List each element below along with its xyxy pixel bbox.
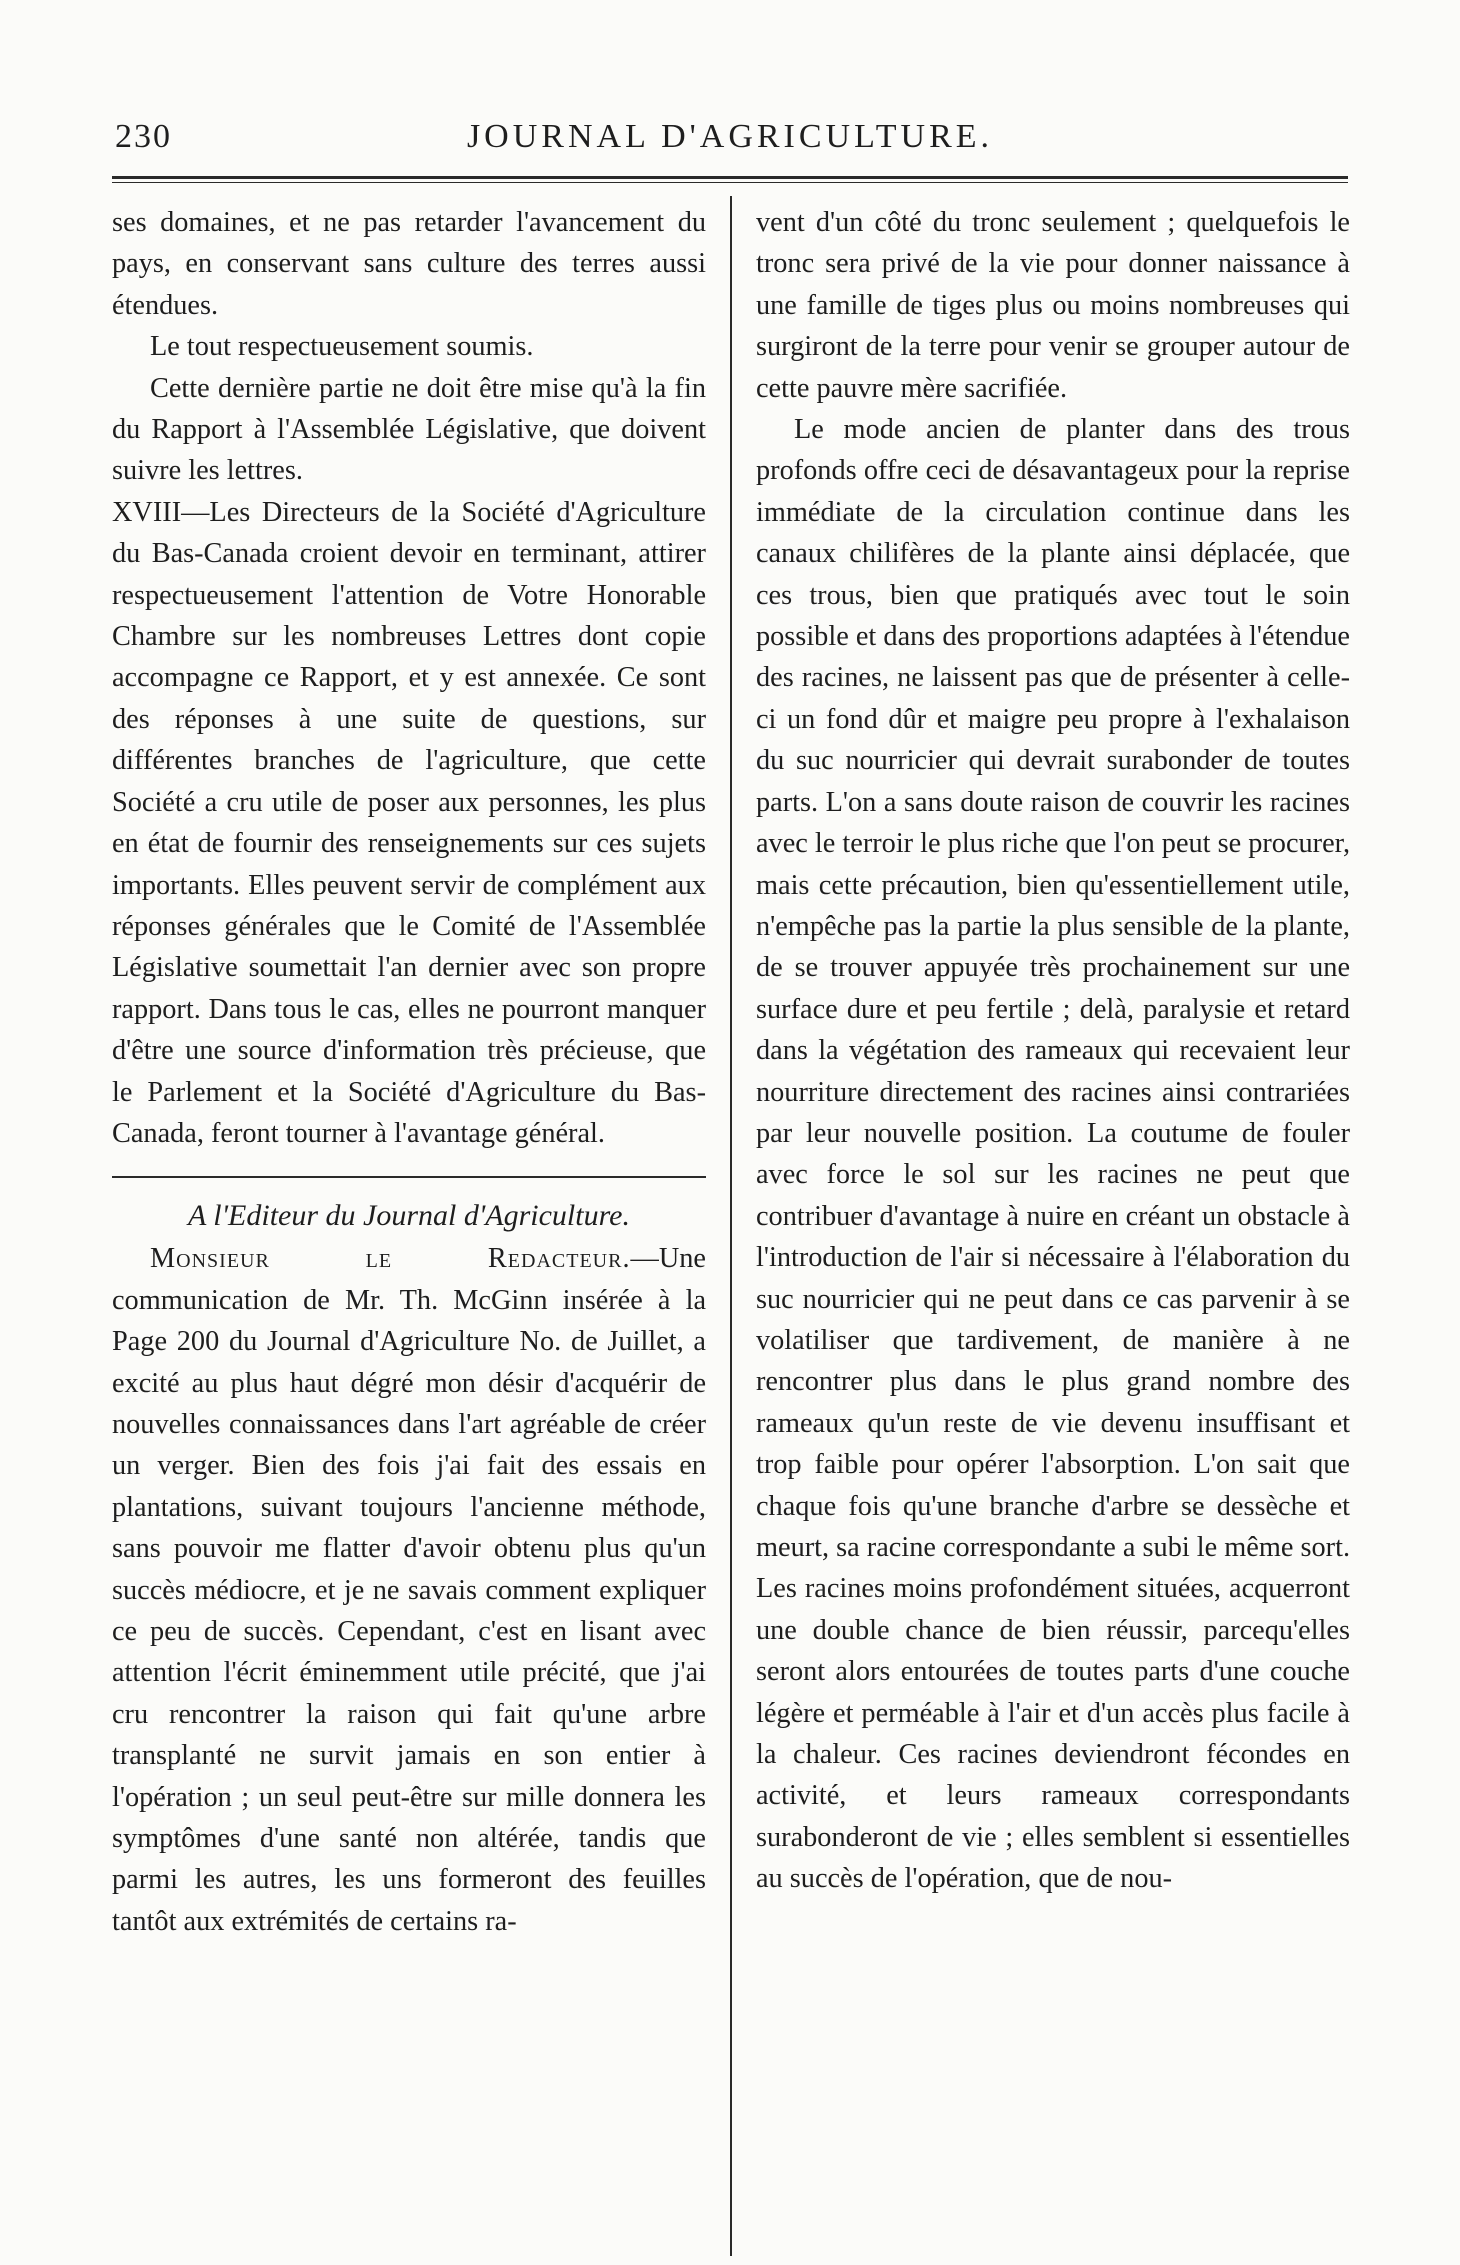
journal-title: JOURNAL D'AGRICULTURE. xyxy=(466,118,994,155)
paragraph: Cette dernière partie ne doit être mise qu'à la fin du Rapport à l'Assemblée Législative, que doivent suivre les lettres. xyxy=(112,372,706,487)
letter-text: —Une communication de Mr. Th. McGinn insérée à la Page 200 du Journal d'Agriculture No. de Juillet, a excité au plus haut dégré mon désir d'acquérir de nouvelles connaissances dans l'art agréable de créer un verger. Bien des fois j'ai fait des essais en plantations, suivant toujours l'ancienne méthode, sans pouvoir me flatter d'avoir obtenu plus qu'un succès médiocre, et je ne savais comment expliquer ce peu de succès. Cependant, c'est en lisant avec attention l'écrit éminemment utile précité, que j'ai cru rencontrer la raison qui fait qu'une arbre transplanté ne survit jamais en son entier à l'opération ; un seul peut-être sur mille donnera les symptômes d'une santé non altérée, tandis que parmi les autres, les uns formeront des feuilles tantôt aux extrémités de certains ra- xyxy=(112,1243,706,1937)
section-rule xyxy=(112,1176,706,1178)
paragraph: Le mode ancien de planter dans des trous profonds offre ceci de désavantageux pour la reprise immédiate de la circulation continue dans les canaux chilifères de la plante ainsi déplacée, que ces trous, bien que pratiqués avec tout le soin possible et dans des proportions adaptées à l'étendue des racines, ne laissent pas que de présenter à celle-ci un fond dûr et maigre peu propre à l'exhalaison du suc nourricier qui devrait surabonder de toutes parts. L'on a sans doute raison de couvrir les racines avec le terroir le plus riche que l'on peut se procurer, mais cette précaution, bien qu'essentiellement utile, n'empêche pas la partie la plus sensible de la plante, de se trouver appuyée très prochainement sur une surface dure et peu fertile ; delà, paralysie et retard dans la végétation des rameaux qui recevaient leur nourriture directement des racines ainsi contrariées par leur nouvelle position. La coutume de fouler avec force le sol sur les racines ne peut que contribuer d'avantage à nuire en créant un obstacle à l'introduction de l'air si nécessaire à l'élaboration du suc nourricier qui ne peut dans ce cas parvenir à se volatiliser que tardivement, de manière à ne rencontrer plus dans le plus grand nombre des rameaux qu'un reste de vie devenu insuffisant et trop faible pour opérer l'absorption. L'on sait que chaque fois qu'une branche d'arbre se dessèche et meurt, sa racine correspondante a subi le même sort. Les racines moins profondément situées, acquerront une double chance de bien réussir, parcequ'elles seront alors entourées de toutes parts d'une couche légère et perméable à l'air et d'un accès plus facile à la chaleur. Ces racines deviendront fécondes en activité, et leurs rameaux correspondants surabonderont de vie ; elles semblent si essentielles au succès de l'opération, que de nou- xyxy=(756,414,1351,1895)
page-number: 230 xyxy=(115,118,172,155)
right-column xyxy=(756,202,1350,1900)
left-column xyxy=(112,202,706,1942)
letter-heading: A l'Editeur du Journal d'Agriculture. xyxy=(188,1199,630,1233)
paragraph-continued: vent d'un côté du tronc seulement ; quelquefois le tronc sera privé de la vie pour donner naissance à une famille de tiges plus ou moins nombreuses qui surgiront de la terre pour venir se grouper autour de cette pauvre mère sacrifiée. xyxy=(756,207,1350,404)
header-rule xyxy=(112,176,1348,183)
closing-formula: Le tout respectueusement soumis. xyxy=(150,331,534,363)
paragraph-section-xviii: XVIII—Les Directeurs de la Société d'Agriculture du Bas-Canada croient devoir en terminant, attirer respectueusement l'attention de Votre Honorable Chambre sur les nombreuses Lettres dont copie accompagne ce Rapport, et y est annexée. Ce sont des réponses à une suite de questions, sur différentes branches de l'agriculture, que cette Société a cru utile de poser aux personnes, les plus en état de fournir des renseignements sur ces sujets importants. Elles peuvent servir de complément aux réponses générales que le Comité de l'Assemblée Législative soumettait l'an dernier avec son propre rapport. Dans tous le cas, elles ne pourront manquer d'être une source d'information très précieuse, que le Parlement et la Société d'Agriculture du Bas-Canada, feront tourner à l'avantage général. xyxy=(112,496,706,1149)
salutation: Monsieur le Redacteur. xyxy=(150,1243,631,1275)
column-divider xyxy=(730,196,732,2256)
letter-body xyxy=(112,1238,706,1942)
paragraph-continued: ses domaines, et ne pas retarder l'avancement du pays, en conservant sans culture des terres aussi étendues. xyxy=(112,207,706,321)
running-head xyxy=(105,118,1355,168)
